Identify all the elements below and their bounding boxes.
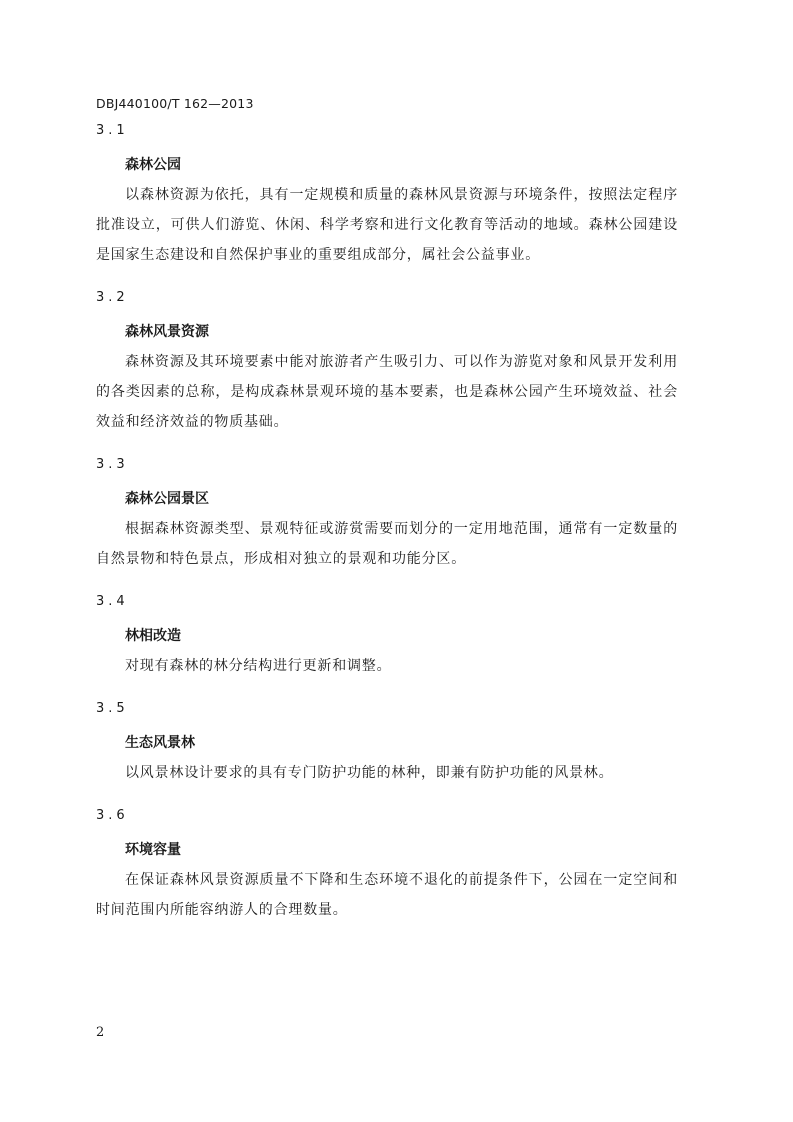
term-title: 环境容量 [125, 842, 181, 858]
term-definition: 根据森林资源类型、景观特征或游赏需要而划分的一定用地范围，通常有一定数量的自然景物和特色景点，形成相对独立的景观和功能分区。 [96, 521, 678, 567]
term-section-3-1 [96, 120, 678, 270]
page-number: 2 [96, 1025, 105, 1040]
term-title: 森林公园 [125, 157, 181, 173]
section-number: 3.2 [96, 290, 129, 305]
document-code-header: DBJ440100/T 162—2013 [96, 96, 254, 111]
section-number: 3.1 [96, 123, 129, 138]
term-section-3-3 [96, 454, 678, 574]
term-definition: 森林资源及其环境要素中能对旅游者产生吸引力、可以作为游览对象和风景开发利用的各类因素的总称，是构成森林景观环境的基本要素，也是森林公园产生环境效益、社会效益和经济效益的物质基础。 [96, 354, 678, 430]
term-title: 生态风景林 [125, 735, 195, 751]
term-definition: 在保证森林风景资源质量不下降和生态环境不退化的前提条件下，公园在一定空间和时间范围内所能容纳游人的合理数量。 [96, 872, 678, 918]
term-title: 林相改造 [125, 628, 181, 644]
term-definition: 以森林资源为依托，具有一定规模和质量的森林风景资源与环境条件，按照法定程序批准设立，可供人们游览、休闲、科学考察和进行文化教育等活动的地域。森林公园建设是国家生态建设和自然保护事业的重要组成部分，属社会公益事业。 [96, 187, 678, 263]
section-number: 3.6 [96, 808, 129, 823]
term-section-3-6 [96, 805, 678, 925]
term-definition: 对现有森林的林分结构进行更新和调整。 [125, 658, 392, 674]
term-title: 森林风景资源 [125, 324, 209, 340]
term-definition: 以风景林设计要求的具有专门防护功能的林种，即兼有防护功能的风景林。 [125, 765, 614, 781]
term-section-3-5 [96, 698, 678, 788]
section-number: 3.5 [96, 701, 129, 716]
section-number: 3.4 [96, 594, 129, 609]
term-title: 森林公园景区 [125, 491, 209, 507]
terms-content [96, 120, 678, 942]
term-section-3-4 [96, 591, 678, 681]
section-number: 3.3 [96, 457, 129, 472]
term-section-3-2 [96, 287, 678, 437]
